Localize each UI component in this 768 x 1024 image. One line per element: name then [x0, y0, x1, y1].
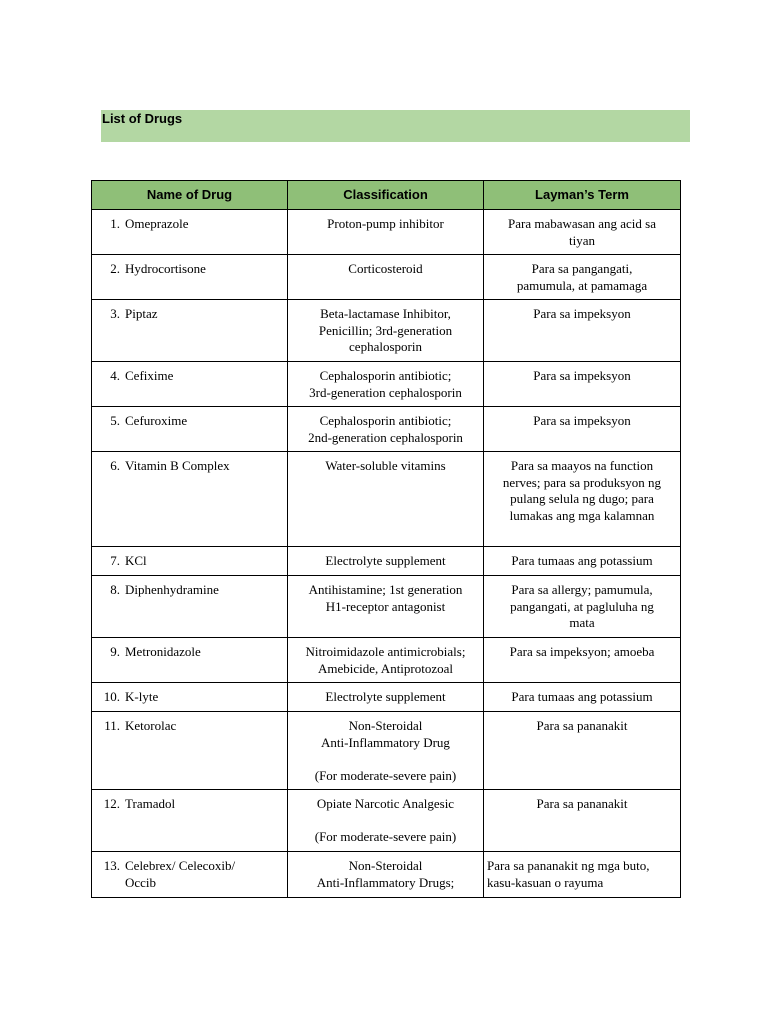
classification-cell: Nitroimidazole antimicrobials; Amebicide, Antiprotozoal [288, 638, 484, 683]
row-number: 5. [110, 413, 120, 428]
classification-cell: Opiate Narcotic Analgesic (For moderate-severe pain) [288, 790, 484, 852]
classification-cell: Corticosteroid [288, 255, 484, 300]
table-row [92, 852, 681, 898]
drug-name: Piptaz [125, 306, 158, 321]
drug-name: Hydrocortisone [125, 261, 206, 276]
table-row [92, 300, 681, 362]
table-row [92, 683, 681, 712]
drug-name: Metronidazole [125, 644, 201, 659]
layman-term-cell: Para sa impeksyon [484, 300, 681, 362]
row-number: 13. [103, 858, 120, 873]
row-number: 1. [110, 216, 120, 231]
table-row [92, 547, 681, 576]
drug-name: Diphenhydramine [125, 582, 219, 597]
layman-term-cell: Para mabawasan ang acid sa tiyan [484, 210, 681, 255]
drug-name-cell [92, 255, 288, 300]
drug-name: Cefixime [125, 368, 174, 383]
layman-term-cell: Para sa maayos na function nerves; para sa produksyon ng pulang selula ng dugo; para lumakas ang mga kalamnan [484, 452, 681, 547]
table-header-row [92, 181, 681, 210]
header-name-of-drug: Name of Drug [92, 181, 288, 210]
layman-term-cell: Para sa pananakit [484, 712, 681, 790]
drug-name: K-lyte [125, 689, 159, 704]
layman-term-cell: Para sa pananakit ng mga buto, kasu-kasuan o rayuma [484, 852, 681, 898]
drug-name-cell [92, 407, 288, 452]
layman-term-cell: Para sa impeksyon [484, 362, 681, 407]
classification-cell: Antihistamine; 1st generation H1-receptor antagonist [288, 576, 484, 638]
classification-cell: Non-Steroidal Anti-Inflammatory Drug (For moderate-severe pain) [288, 712, 484, 790]
layman-term-cell: Para tumaas ang potassium [484, 547, 681, 576]
classification-cell: Electrolyte supplement [288, 547, 484, 576]
table-row [92, 712, 681, 790]
drug-name: Omeprazole [125, 216, 189, 231]
drug-name: KCl [125, 553, 147, 568]
row-number: 12. [103, 796, 120, 811]
drug-name: Celebrex/ Celecoxib/ Occib [125, 858, 236, 890]
table-row [92, 255, 681, 300]
drug-name: Cefuroxime [125, 413, 188, 428]
drug-table [91, 180, 681, 898]
layman-term-cell: Para sa pananakit [484, 790, 681, 852]
classification-cell: Proton-pump inhibitor [288, 210, 484, 255]
classification-cell: Non-Steroidal Anti-Inflammatory Drugs; [288, 852, 484, 898]
classification-cell: Beta-lactamase Inhibitor, Penicillin; 3rd-generation cephalosporin [288, 300, 484, 362]
drug-name-cell [92, 576, 288, 638]
drug-name-cell [92, 683, 288, 712]
drug-name-cell [92, 300, 288, 362]
table-row [92, 362, 681, 407]
classification-cell: Cephalosporin antibiotic; 2nd-generation cephalosporin [288, 407, 484, 452]
row-number: 9. [110, 644, 120, 659]
drug-name: Tramadol [125, 796, 176, 811]
drug-name-cell [92, 852, 288, 898]
drug-name-cell [92, 210, 288, 255]
classification-cell: Cephalosporin antibiotic; 3rd-generation cephalosporin [288, 362, 484, 407]
row-number: 4. [110, 368, 120, 383]
layman-term-cell: Para sa impeksyon [484, 407, 681, 452]
drug-name-cell [92, 638, 288, 683]
section-title: List of Drugs [101, 110, 690, 142]
row-number: 8. [110, 582, 120, 597]
drug-name-cell [92, 712, 288, 790]
row-number: 2. [110, 261, 120, 276]
drug-name-cell [92, 547, 288, 576]
table-row [92, 210, 681, 255]
layman-term-cell: Para sa impeksyon; amoeba [484, 638, 681, 683]
table-row [92, 452, 681, 547]
header-laymans-term: Layman’s Term [484, 181, 681, 210]
drug-name-cell [92, 452, 288, 547]
row-number: 10. [103, 689, 120, 704]
classification-cell: Electrolyte supplement [288, 683, 484, 712]
table-row [92, 790, 681, 852]
drug-name-cell [92, 362, 288, 407]
row-number: 6. [110, 458, 120, 473]
layman-term-cell: Para sa allergy; pamumula, pangangati, at pagluluha ng mata [484, 576, 681, 638]
drug-name: Ketorolac [125, 718, 177, 733]
table-row [92, 638, 681, 683]
row-number: 11. [104, 718, 120, 733]
table-row [92, 407, 681, 452]
drug-name: Vitamin B Complex [125, 458, 230, 473]
layman-term-cell: Para tumaas ang potassium [484, 683, 681, 712]
row-number: 3. [110, 306, 120, 321]
row-number: 7. [110, 553, 120, 568]
classification-cell: Water-soluble vitamins [288, 452, 484, 547]
header-classification: Classification [288, 181, 484, 210]
drug-name-cell [92, 790, 288, 852]
layman-term-cell: Para sa pangangati, pamumula, at pamamaga [484, 255, 681, 300]
table-row [92, 576, 681, 638]
